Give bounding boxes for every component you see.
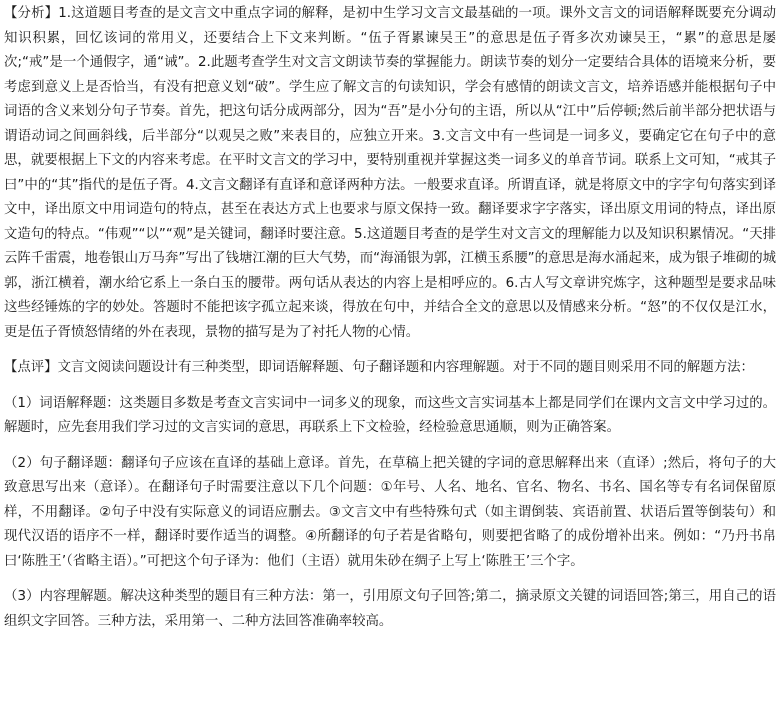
sentence-translation-item: （2）句子翻译题：翻译句子应该在直译的基础上意译。首先，在草稿上把关键的字词的意思解释出来（直译）;然后，将句子的大致意思写出来（意译）。在翻译句子时需要注意以下几个问题：①年号、人名、地名、官名、物名、书名、国名等专有名词保留原样，不用翻译。②句子中没有实际意义的词语应删去。③文言文中有些特殊句式（如主谓倒装、宾语前置、状语后置等倒装句）和现代汉语的语序不一样，翻译时要作适当的调整。④所翻译的句子若是省略句，则要把省略了的成份增补出来。例如：“乃丹书帛曰‘陈胜王’（省略主语）。”可把这个句子译为：他们（主语）就用朱砂在绸子上写上‘陈胜王’三个字。 [4, 455, 776, 569]
comment-text: 文言文阅读问题设计有三种类型，即词语解释题、句子翻译题和内容理解题。对于不同的题目则采用不同的解题方法： [57, 360, 754, 375]
comment-paragraph [4, 356, 776, 381]
analysis-label: 【分析】 [4, 6, 59, 21]
comment-label: 【点评】 [4, 360, 58, 375]
analysis-paragraph [4, 2, 776, 345]
content-understanding-item: （3）内容理解题。解决这种类型的题目有三种方法：第一，引用原文句子回答;第二，摘录原文关键的词语回答;第三，用自己的语组织文字回答。三种方法，采用第一、二种方法回答准确率较高。 [4, 589, 776, 629]
word-explanation-item: （1）词语解释题：这类题目多数是考查文言实词中一词多义的现象，而这些文言实词基本上都是同学们在课内文言文中学习过的。解题时，应先套用我们学习过的文言实词的意思，再联系上下文检验，经检验意思通顺，则为正确答案。 [4, 395, 776, 435]
analysis-text: 1.这道题目考查的是文言文中重点字词的解释，是初中生学习文言文最基础的一项。课外文言文的词语解释既要充分调动知识积累，回忆该词的常用义，还要结合上下文来判断。“伍子胥累谏吴王”的意思是伍子胥多次劝谏吴王，“累”的意思是屡次;“戒”是一个通假字，通“诫”。2.此题考查学生对文言文朗读节奏的掌握能力。朗读节奏的划分一定要结合具体的语境来分析，要考虑到意义上是否恰当，有没有把意义划“破”。学生应了解文言的句读知识，学会有感情的朗读文言文，培养语感并能根据句子中词语的含义来划分句子节奏。首先，把这句话分成两部分，因为“吾”是小分句的主语，所以从“江中”后停顿;然后前半部分把状语与谓语动词之间画斜线，后半部分“以观吴之败”来表目的，应独立开来。3.文言文中有一些词是一词多义，要确定它在句子中的意思，就要根据上下文的内容来考虑。在平时文言文的学习中，要特别重视并掌握这类一词多义的单音节词。联系上文可知，“戒其子曰”中的“其”指代的是伍子胥。4.文言文翻译有直译和意译两种方法。一般要求直译。所谓直译，就是将原文中的字字句句落实到译文中，译出原文中用词造句的特点，甚至在表达方式上也要求与原文保持一致。翻译要求字字落实，译出原文用词的特点，译出原文造句的特点。“伟观”“以”“观”是关键词，翻译时要注意。5.这道题目考查的是学生对文言文的理解能力以及知识积累情况。“天排云阵千雷震，地卷银山万马奔”写出了钱塘江潮的巨大气势，而“海涌银为郭，江横玉系腰”的意思是海水涌起来，成为银子堆砌的城郭，浙江横着，潮水给它系上一条白玉的腰带。两句话从表达的内容上是相呼应的。6.古人写文章讲究炼字，这种题型是要求品味这些经锤炼的字的妙处。答题时不能把该字孤立起来谈，得放在句中，并结合全文的意思以及情感来分析。“怒”的不仅仅是江水，更是伍子胥愤怒情绪的外在表现，景物的描写是为了衬托人物的心情。 [4, 6, 776, 340]
